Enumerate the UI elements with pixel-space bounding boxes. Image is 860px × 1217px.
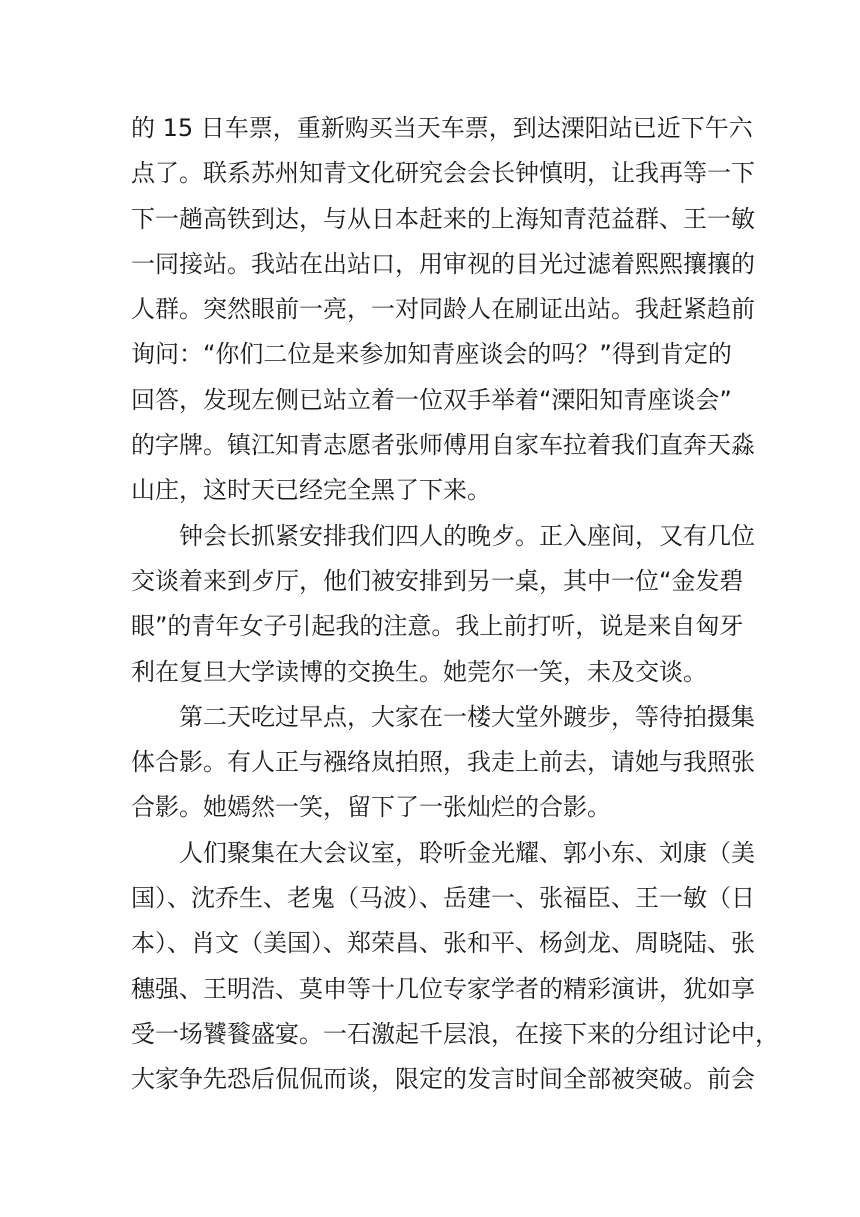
text-line: 合影。她嫣然一笑，留下了一张灿烂的合影。 bbox=[131, 793, 611, 822]
body-text bbox=[131, 106, 779, 1103]
text-line: 钟会长抓紧安排我们四人的晚歺。正入座间，又有几位 bbox=[179, 521, 755, 550]
paragraph bbox=[131, 831, 779, 1103]
text-line: 的字牌。镇江知青志愿者张师傅用自家车拉着我们直奔天淼 bbox=[131, 431, 755, 460]
text-line: 大家争先恐后侃侃而谈，限定的发言时间全部被突破。前会 bbox=[131, 1065, 755, 1094]
text-line: 的 15 日车票，重新购买当天车票，到达溧阳站已近下午六 bbox=[131, 114, 753, 142]
text-line: 国）、沈乔生、老鬼（马波）、岳建一、张福臣、王一敏（日 bbox=[131, 884, 755, 913]
text-line: 人们聚集在大会议室，聆听金光耀、郭小东、刘康（美 bbox=[179, 838, 755, 867]
text-line: 询问：“你们二位是来参加知青座谈会的吗？”得到肯定的 bbox=[131, 340, 732, 369]
paragraph bbox=[131, 514, 755, 695]
text-line: 一同接站。我站在出站口，用审视的目光过滤着熙熙攘攘的 bbox=[131, 249, 755, 278]
text-line: 下一趟高铁到达，与从日本赶来的上海知青范益群、王一敏 bbox=[131, 204, 755, 233]
text-line: 利在复旦大学读博的交换生。她莞尔一笑，未及交谈。 bbox=[131, 657, 707, 686]
text-line: 点了。联系苏州知青文化研究会会长钟慎明，让我再等一下 bbox=[131, 159, 755, 188]
text-line: 体合影。有人正与襁络岚拍照，我走上前去，请她与我照张 bbox=[131, 748, 755, 777]
text-line: 本）、肖文（美国）、郑荣昌、张和平、杨剑龙、周晓陆、张 bbox=[131, 929, 755, 958]
text-line: 人群。突然眼前一亮，一对同龄人在刷证出站。我赶紧趋前 bbox=[131, 295, 755, 324]
text-line: 第二天吃过早点，大家在一楼大堂外踱步，等待拍摄集 bbox=[179, 702, 755, 731]
text-line: 交谈着来到歺厅，他们被安排到另一桌，其中一位“金发碧 bbox=[131, 566, 744, 595]
text-line: 山庄，这时天已经完全黑了下来。 bbox=[131, 476, 491, 505]
paragraph bbox=[131, 695, 755, 831]
text-line: 穗强、王明浩、莫申等十几位专家学者的精彩演讲，犹如享 bbox=[131, 974, 755, 1003]
text-line: 眼”的青年女子引起我的注意。我上前打听，说是来自匈牙 bbox=[131, 612, 744, 641]
paragraph bbox=[131, 106, 755, 514]
text-line: 受一场饕餮盛宴。一石激起千层浪，在接下来的分组讨论中， bbox=[131, 1019, 779, 1048]
text-line: 回答，发现左侧已站立着一位双手举着“溧阳知青座谈会” bbox=[131, 385, 732, 414]
